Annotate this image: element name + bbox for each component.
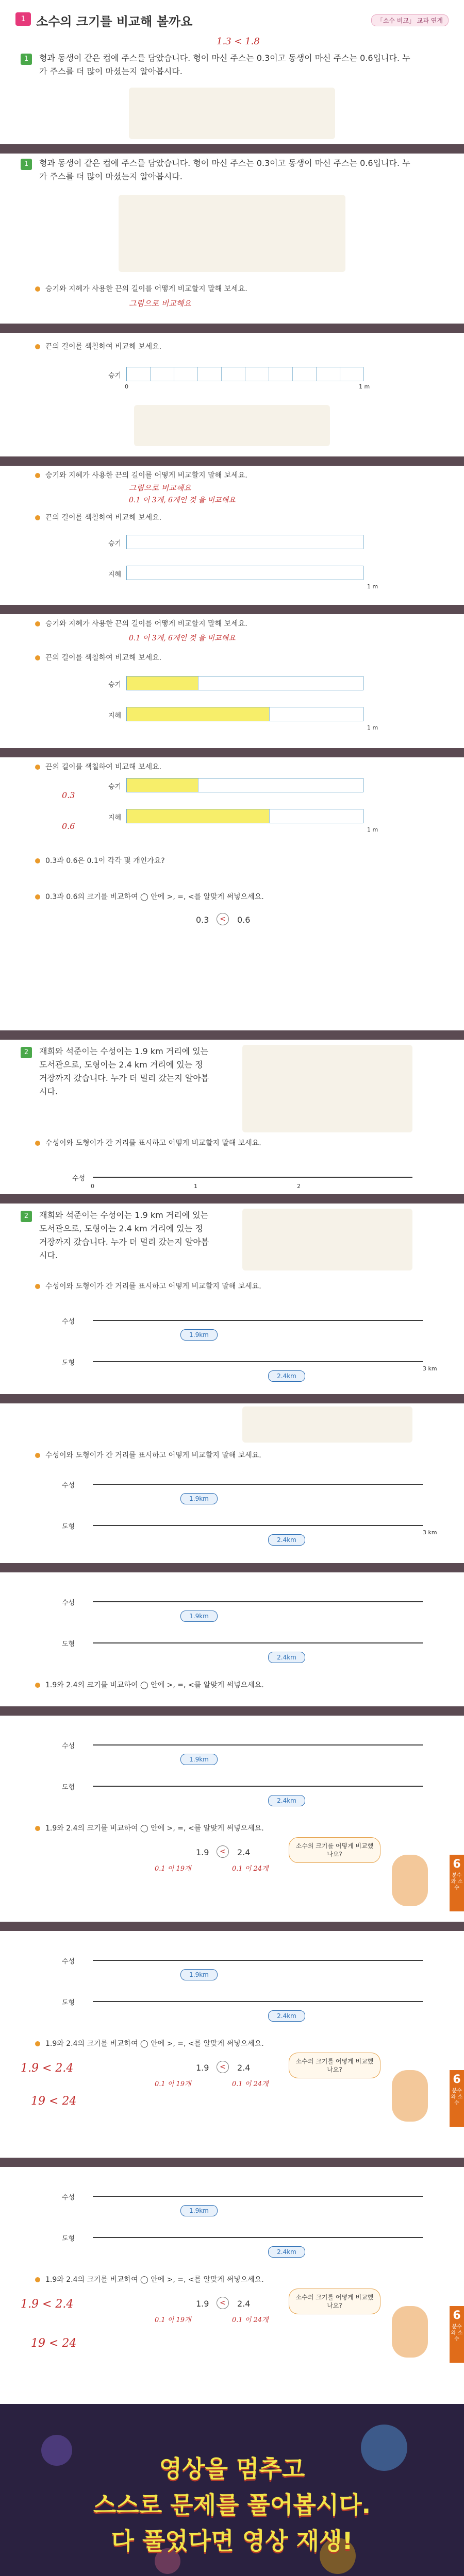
compare-sign[interactable]: <: [217, 1845, 229, 1858]
row-label-suseong: 수성: [62, 1482, 75, 1489]
p1-question-1-b: 승기와 지혜가 사용한 끈의 길이를 어떻게 비교할지 말해 보세요.: [45, 471, 247, 480]
numberline-suseong: [93, 1320, 423, 1321]
speech-bubble: 소수의 크기를 어떻게 비교했나요?: [289, 2053, 380, 2078]
panel-p1-compare: [0, 757, 464, 1030]
bullet: [35, 1284, 40, 1289]
compare-right: 2.4: [237, 1848, 251, 1857]
row-label-suseong: 수성: [62, 2194, 75, 2201]
bar-end-label: 1 m: [367, 583, 378, 590]
compare-right: 2.4: [237, 2299, 251, 2309]
illustration-kids-juice: [119, 195, 345, 272]
problem2-text: 재희와 석준이는 수성이는 1.9 km 거리에 있는 도서관으로, 도형이는 2.4 km 거리에 있는 정거장까지 갔습니다. 누가 더 멀리 갔는지 알아봅시다.: [39, 1046, 209, 1096]
bullet: [35, 894, 40, 900]
divider: [0, 456, 464, 466]
p1-answer-written-b: 0.1 이 3개, 6개인 것 을 비교해요: [129, 496, 236, 504]
illustration-bikes: [242, 1209, 412, 1270]
problem1-text: 형과 동생이 같은 컵에 주스를 담았습니다. 형이 마신 주스는 0.3이고 동생이 마신 주스는 0.6입니다. 누가 주스를 더 많이 마셨는지 알아봅시다.: [39, 53, 410, 76]
p1-question-2-b: 끈의 길이를 색칠하여 비교해 보세요.: [45, 514, 162, 522]
divider: [0, 1194, 464, 1204]
bullet: [35, 765, 40, 770]
numberline-suseong: [93, 1960, 423, 1961]
divider: [0, 144, 464, 154]
p2-question-1-b: 수성이와 도형이가 간 거리를 표시하고 어떻게 비교할지 말해 보세요.: [45, 1282, 261, 1291]
p1-question-2-d: 끈의 길이를 색칠하여 비교해 보세요.: [45, 763, 162, 771]
bullet: [35, 286, 40, 292]
row-label-suseong: 수성: [62, 1599, 75, 1607]
row-label-jihye: 지혜: [108, 712, 122, 720]
compare-left: 1.9: [196, 1848, 209, 1857]
fill-jihye: [127, 707, 270, 721]
distance-pill-1: 1.9km: [180, 1493, 218, 1504]
speech-bubble: 소수의 크기를 어떻게 비교했나요?: [289, 2289, 380, 2314]
panel-p1-q2: [0, 333, 464, 456]
fill-seungi: [127, 778, 198, 792]
row-label-dohyeong: 도형: [62, 1999, 75, 2007]
panel-p1-bars-blank: [0, 466, 464, 605]
panel-p2-intro: [0, 1040, 464, 1194]
hand-under-right: 0.1 이 24개: [232, 1865, 269, 1873]
p1-question-4: 0.3과 0.6의 크기를 비교하여 ◯ 안에 >, =, <를 알맞게 써넣으세요.: [45, 893, 264, 901]
distance-pill-2: 2.4km: [268, 2246, 305, 2258]
distance-pill-1: 1.9km: [180, 1611, 218, 1622]
problem2-text-b: 재희와 석준이는 수성이는 1.9 km 거리에 있는 도서관으로, 도형이는 2.4 km 거리에 있는 정거장까지 갔습니다. 누가 더 멀리 갔는지 알아봅시다.: [39, 1210, 209, 1260]
problem1-number-repeat: 1: [21, 159, 32, 170]
distance-pill-2: 2.4km: [268, 2010, 305, 2022]
chapter-tab-sub: 분수와 소수: [451, 1873, 463, 1891]
compare-sign[interactable]: <: [217, 2061, 229, 2073]
distance-pill-1: 1.9km: [180, 1969, 218, 1980]
bar-seungi: [126, 676, 363, 690]
hand-bottom-2: 19 < 24: [31, 2095, 77, 2108]
hand-bottom-2: 19 < 24: [31, 2337, 77, 2350]
numberline-dohyeong: [93, 1642, 423, 1643]
chapter-tab: [450, 1855, 464, 1911]
divider: [0, 1030, 464, 1040]
bar-end-label: 1 m: [367, 826, 378, 833]
distance-pill-2: 2.4km: [268, 1795, 305, 1806]
lesson-title: 소수의 크기를 비교해 볼까요: [36, 14, 193, 29]
chapter-tab-num: 6: [453, 2073, 461, 2086]
axis-tick-3km: 3 km: [423, 1529, 437, 1536]
divider: [0, 2158, 464, 2167]
bar-end-label: 1 m: [367, 724, 378, 731]
numberline-suseong: [93, 1484, 423, 1485]
bullet: [35, 344, 40, 349]
teacher-illustration: [392, 2070, 428, 2122]
distance-pill-1: 1.9km: [180, 1754, 218, 1765]
numberline-dohyeong: [93, 1786, 423, 1787]
row-label-jihye: 지혜: [108, 571, 122, 579]
distance-pill-2: 2.4km: [268, 1370, 305, 1382]
row-label-jihye: 지혜: [108, 814, 122, 822]
p1-question-2-c: 끈의 길이를 색칠하여 비교해 보세요.: [45, 654, 162, 662]
bullet: [35, 473, 40, 478]
panel-p2-q2: [0, 1572, 464, 1706]
divider: [0, 1563, 464, 1572]
numberline: [93, 1177, 412, 1178]
panel-p2-compare-hand: [0, 1931, 464, 2158]
problem1-text-repeat: 형과 동생이 같은 컵에 주스를 담았습니다. 형이 마신 주스는 0.3이고 동생이 마신 주스는 0.6입니다. 누가 주스를 더 많이 마셨는지 알아봅시다.: [39, 158, 410, 181]
divider: [0, 1922, 464, 1931]
hand-bottom-1: 1.9 < 2.4: [21, 2298, 74, 2311]
video-line-3: 다 풀었다면 영상 재생!: [111, 2527, 353, 2555]
compare-sign[interactable]: <: [217, 913, 229, 925]
row-label-seungi: 승기: [108, 783, 122, 791]
handwriting-top: 1.3 < 1.8: [217, 36, 260, 47]
p2-question-2-d: 1.9와 2.4의 크기를 비교하여 ◯ 안에 >, =, <를 알맞게 써넣으세요.: [45, 2276, 264, 2284]
hand-03: 0.3: [62, 790, 75, 800]
hand-bottom-1: 1.9 < 2.4: [21, 2062, 74, 2075]
compare-left: 1.9: [196, 2063, 209, 2073]
p1-question-2: 끈의 길이를 색칠하여 비교해 보세요.: [45, 343, 162, 351]
bullet: [35, 2277, 40, 2282]
panel-header: [0, 0, 464, 144]
problem2-number: 2: [21, 1047, 32, 1058]
p1-answer-written-c: 0.1 이 3개, 6개인 것 을 비교해요: [129, 634, 236, 642]
p2-question-1-c: 수성이와 도형이가 간 거리를 표시하고 어떻게 비교할지 말해 보세요.: [45, 1451, 261, 1460]
teacher-illustration: [392, 2306, 428, 2358]
numberline-dohyeong: [93, 1525, 423, 1526]
problem1-number: 1: [21, 54, 32, 65]
illustration-kids: [129, 88, 335, 139]
panel-p2-lines-2: [0, 1403, 464, 1563]
bar-seungi: [126, 535, 363, 549]
p2-question-2-b: 1.9와 2.4의 크기를 비교하여 ◯ 안에 >, =, <를 알맞게 써넣으세요.: [45, 1824, 264, 1833]
compare-left: 0.3: [196, 915, 209, 925]
video-line-2: 스스로 문제를 풀어봅시다.: [93, 2491, 371, 2519]
bar-seungi: [126, 778, 363, 792]
illustration-juice-cups: [134, 405, 330, 446]
axis-tick-3km: 3 km: [423, 1365, 437, 1372]
distance-pill-2: 2.4km: [268, 1652, 305, 1663]
bullet: [35, 655, 40, 660]
chapter-tab-num: 6: [453, 2309, 461, 2322]
bullet: [35, 1826, 40, 1831]
panel-p1-bars-filled: [0, 614, 464, 748]
bullet: [35, 515, 40, 520]
hand-under-right: 0.1 이 24개: [232, 2080, 269, 2088]
row-label-dohyeong: 도형: [62, 1359, 75, 1367]
distance-pill-1: 1.9km: [180, 1329, 218, 1341]
row-label-suseong: 수성: [62, 1958, 75, 1965]
problem2-number-b: 2: [21, 1211, 32, 1222]
hand-under-left: 0.1 이 19개: [155, 2316, 191, 2324]
p1-question-1: 승기와 지혜가 사용한 끈의 길이를 어떻게 비교할지 말해 보세요.: [45, 285, 247, 293]
panel-p2-lines: [0, 1204, 464, 1394]
numberline-suseong: [93, 1601, 423, 1602]
row-label-dohyeong: 도형: [62, 1523, 75, 1531]
chapter-tab-sub: 분수와 소수: [451, 2088, 463, 2106]
bullet: [35, 621, 40, 626]
numberline-suseong: [93, 1744, 423, 1745]
bullet: [35, 858, 40, 863]
p1-answer-1-b: 그림으로 비교해요: [129, 483, 191, 493]
divider: [0, 748, 464, 757]
bar-start-label: 0: [125, 383, 128, 390]
row-label-suseong: 수성: [62, 1318, 75, 1326]
hand-06: 0.6: [62, 821, 75, 831]
lesson-tag: 「소수 비교」 교과 연계: [371, 14, 449, 26]
fill-seungi: [127, 676, 198, 690]
bullet: [35, 2041, 40, 2046]
chapter-tab: [450, 2306, 464, 2363]
teacher-illustration: [392, 1855, 428, 1906]
row-label-dohyeong: 도형: [62, 2235, 75, 2243]
axis-tick-2: 2: [297, 1183, 301, 1190]
row-label-seungi: 승기: [108, 540, 122, 548]
compare-left: 1.9: [196, 2299, 209, 2309]
video-pause-banner: [0, 2404, 464, 2576]
row-label-suseong: 수성: [62, 1742, 75, 1750]
row-label-suseong: 수성: [72, 1175, 86, 1182]
distance-pill-2: 2.4km: [268, 1534, 305, 1546]
bullet: [35, 1141, 40, 1146]
numberline-dohyeong: [93, 2001, 423, 2002]
bar-seungi: [126, 367, 363, 381]
row-label-dohyeong: 도형: [62, 1640, 75, 1648]
row-label-dohyeong: 도형: [62, 1784, 75, 1791]
bullet: [35, 1683, 40, 1688]
numberline-dohyeong: [93, 2237, 423, 2238]
compare-right: 0.6: [237, 915, 251, 925]
p2-question-2-c: 1.9와 2.4의 크기를 비교하여 ◯ 안에 >, =, <를 알맞게 써넣으세요.: [45, 2040, 264, 2048]
panel-p1-q1: [0, 154, 464, 324]
illustration-bikes: [242, 1045, 412, 1132]
chapter-tab-sub: 분수와 소수: [451, 2324, 463, 2342]
axis-tick-1: 1: [194, 1183, 197, 1190]
speech-bubble: 소수의 크기를 어떻게 비교했나요?: [289, 1837, 380, 1863]
bullet: [35, 1453, 40, 1458]
chapter-tab: [450, 2070, 464, 2127]
fill-jihye: [127, 809, 270, 823]
compare-sign[interactable]: <: [217, 2297, 229, 2309]
numberline-suseong: [93, 2196, 423, 2197]
bar-jihye: [126, 809, 363, 823]
lesson-badge: 1: [15, 12, 31, 26]
divider: [0, 324, 464, 333]
divider: [0, 1394, 464, 1403]
row-label-seungi: 승기: [108, 372, 122, 380]
bar-jihye: [126, 707, 363, 721]
p1-question-1-c: 승기와 지혜가 사용한 끈의 길이를 어떻게 비교할지 말해 보세요.: [45, 620, 247, 628]
video-line-1: 영상을 멈추고: [159, 2455, 305, 2483]
panel-p2-compare-hand-2: [0, 2167, 464, 2404]
p1-answer-1: 그림으로 비교해요: [129, 299, 191, 308]
distance-pill-1: 1.9km: [180, 2205, 218, 2216]
axis-tick-0: 0: [91, 1183, 94, 1190]
p1-question-3: 0.3과 0.6은 0.1이 각각 몇 개인가요?: [45, 857, 165, 865]
row-label-seungi: 승기: [108, 681, 122, 689]
panel-p2-compare: [0, 1716, 464, 1922]
p2-question-1: 수성이와 도형이가 간 거리를 표시하고 어떻게 비교할지 말해 보세요.: [45, 1139, 261, 1147]
hand-under-left: 0.1 이 19개: [155, 2080, 191, 2088]
bar-jihye: [126, 566, 363, 580]
hand-under-right: 0.1 이 24개: [232, 2316, 269, 2324]
chapter-tab-num: 6: [453, 1858, 461, 1871]
divider: [0, 605, 464, 614]
numberline-dohyeong: [93, 1361, 423, 1362]
hand-under-left: 0.1 이 19개: [155, 1865, 191, 1873]
compare-right: 2.4: [237, 2063, 251, 2073]
divider: [0, 1706, 464, 1716]
p2-question-2: 1.9와 2.4의 크기를 비교하여 ◯ 안에 >, =, <를 알맞게 써넣으세요.: [45, 1681, 264, 1689]
bar-end-label: 1 m: [359, 383, 370, 390]
illustration-bikes: [242, 1406, 412, 1443]
